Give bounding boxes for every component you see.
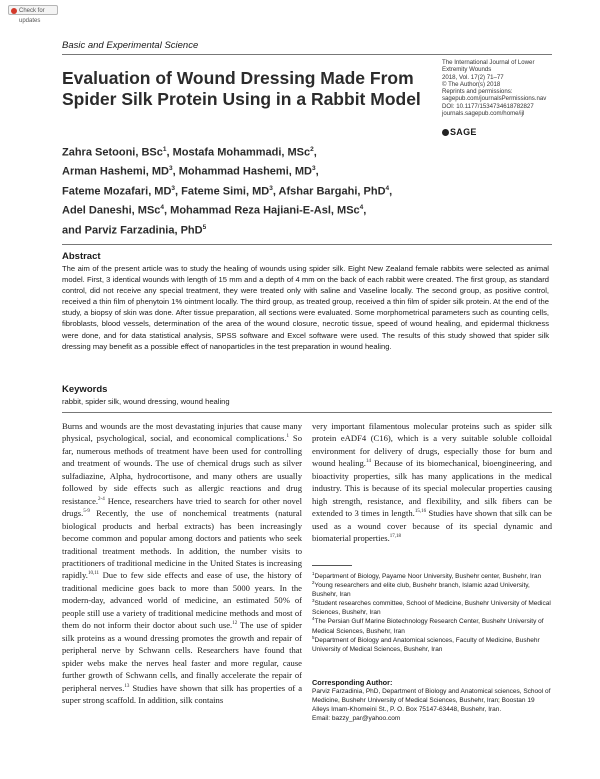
author-name: Fateme Simi, MD: [181, 185, 270, 198]
author-affiliation-mark: 4: [160, 204, 165, 212]
affiliation-note: [312, 617, 552, 635]
author-affiliation-mark: 1: [162, 146, 167, 153]
citation-ref[interactable]: 14: [365, 459, 371, 465]
citation-ref[interactable]: 10,11: [87, 571, 100, 577]
author-line: [62, 200, 442, 219]
author-separator: ,: [389, 185, 393, 198]
affiliation-note: [312, 572, 552, 581]
body-text: Studies have shown that silk can be used as a wound cover because of its special dynamic and biomaterial properties.: [312, 508, 552, 544]
journal-info-line: sagepub.com/journalsPermissions.nav: [442, 95, 547, 103]
sage-logo-icon: [442, 129, 449, 136]
journal-info-line: Extremity Wounds: [442, 66, 492, 74]
footnote-divider: [312, 565, 352, 566]
keywords-heading: Keywords: [62, 384, 108, 395]
affiliation-note: [312, 581, 552, 599]
affiliation-note: [312, 636, 552, 654]
author-separator: ,: [175, 185, 182, 198]
author-separator: ,: [315, 166, 319, 179]
author-separator: ,: [166, 146, 173, 159]
affiliations: [312, 572, 552, 654]
header-divider: [62, 54, 552, 55]
author-name: Mostafa Mohammadi, MSc: [172, 146, 311, 159]
citation-ref[interactable]: 1: [286, 434, 290, 440]
check-for-updates-badge[interactable]: [8, 5, 58, 24]
affiliation-text: Young researchers and elite club, Bushehr branch, Islamic azad University, Bushehr, Iran: [312, 582, 530, 599]
citation-ref[interactable]: 5-9: [83, 509, 90, 515]
author-name: and Parviz Farzadinia, PhD: [62, 224, 203, 237]
author-name: Mohammad Reza Hajiani-E-Asl, MSc: [170, 205, 360, 218]
author-line: [62, 142, 442, 161]
body-text: Studies have shown that silk has properties of a super strong scaffold. In addition, silk contains: [62, 682, 303, 705]
author-separator: ,: [172, 166, 179, 179]
author-affiliation-mark: 3: [269, 184, 273, 192]
corresponding-author: [312, 678, 552, 723]
affiliation-number: 5: [312, 634, 315, 640]
body-text: Burns and wounds are the most devastating injuries that cause many physical, psychological, social, and economical complications.: [62, 421, 302, 444]
author-separator: ,: [363, 205, 367, 218]
author-affiliation-mark: 3: [171, 184, 176, 192]
affiliation-text: The Persian Gulf Marine Biotechnology Research Center, Bushehr University of Medical Sciences, Bushehr, Iran: [312, 618, 544, 635]
author-name: Fateme Mozafari, MD: [62, 185, 172, 198]
body-text: Recently, the use of nonchemical treatments (natural biological products and herbal extracts) has been increasingly become common and popular among doctors and patients who seek traditional treatment methods. In addition, the number visits to practitioners of traditional medicine in the United States is increasing rapidly.: [62, 508, 302, 581]
body-text: Because of its biomechanical, bioengineering, and bioactivity properties, silk has many applications in the medical industry. This is because of its special molecular properties causing high strength, resistance, and flexibility, and silk fibers can be extended to 3 times in length.: [312, 458, 552, 519]
author-affiliation-mark: 3: [311, 165, 316, 173]
affiliation-number: 3: [312, 598, 315, 604]
body-text: So far, numerous methods of treatment have been used for controlling and treatment of wounds. The use of chemical drugs such as silver sulfadiazine, Alpha, hydrocortisone, and many others are usually followed by side effects such as allergic reactions and drug resistance.: [62, 433, 302, 506]
citation-ref[interactable]: 15,16: [414, 509, 427, 515]
author-separator: ,: [313, 146, 317, 159]
affiliation-text: Department of Biology and Anatomical sciences, Faculty of Medicine, Bushehr University of Medical Sciences, Bushehr, Iran: [312, 636, 540, 653]
corresponding-heading: Corresponding Author:: [312, 678, 393, 687]
journal-info-line: 2018, Vol. 17(2) 71–77: [442, 73, 504, 81]
citation-ref[interactable]: 13: [124, 683, 130, 689]
publisher-name: SAGE: [450, 127, 477, 137]
abstract-text: The aim of the present article was to study the healing of wounds using spider silk. Eight New Zealand female rabbits were selected as animal model. First, 3 identical wounds with length of 15 mm and a depth of 4 mm on the back of each rabbit were created. The first group, as standard control, did not receive any special treatment, they were treated only with saline and Vaseline locally. The second group, as positive control, received a thin film of phenytoin 1% ointment locally. The third group, as treated group, received a thin film of spider silk protein. At the end of the study, a biopsy of skin was done. After tissue preparation, all sections were evaluated. Some morphometrical parameters such as counting cells, fibroblasts, blood vessels, determination of the area of the wound closure, necrotic tissue, speed of wound healing, and epidermal thickness were done, and for data statistical analysis, SPSS software and Excel software were used. The results of this study showed that spider silk dressing may benefit as a possible effect of nanoparticles in the test preparation in wound healing.: [62, 264, 549, 351]
citation-ref[interactable]: 12: [232, 621, 238, 627]
journal-info-line: journals.sagepub.com/home/ijl: [442, 110, 525, 118]
journal-info-line: DOI: 10.1177/1534734618782827: [442, 102, 534, 110]
affiliation-number: 4: [312, 616, 315, 622]
author-affiliation-mark: 2: [310, 146, 314, 153]
keywords-divider: [62, 412, 552, 413]
author-affiliation-mark: 4: [359, 204, 364, 212]
author-affiliation-mark: 4: [385, 184, 390, 192]
journal-info: [442, 59, 582, 117]
affiliation-text: Student researches committee, School of Medicine, Bushehr University of Medical Sciences, Bushehr, Iran: [312, 600, 551, 617]
body-text: Due to few side effects and ease of use, the history of traditional medicine goes back to more than 5000 years. In the modern-day, advanced world of medicine, an estimated 50% of people still use a variety of traditional medicine methods and most of them do not inform their doctor about such use.: [62, 570, 302, 631]
citation-ref[interactable]: 17,18: [389, 534, 402, 540]
abstract-heading: Abstract: [62, 251, 101, 262]
affiliation-number: 2: [312, 579, 315, 585]
author-list: [62, 142, 442, 239]
affiliation-text: Department of Biology, Payame Noor University, Bushehr center, Bushehr, Iran: [314, 573, 542, 580]
author-name: Zahra Setooni, BSc: [62, 146, 163, 159]
affiliation-note: [312, 599, 552, 617]
author-separator: ,: [272, 185, 279, 198]
check-for-updates-label: Check for updates: [19, 8, 45, 24]
section-label: Basic and Experimental Science: [62, 40, 199, 51]
body-column-right: [312, 420, 552, 545]
journal-info-line: The International Journal of Lower: [442, 59, 535, 66]
article-title: Evaluation of Wound Dressing Made From Spider Silk Protein Using in a Rabbit Model: [62, 68, 421, 109]
crossmark-icon: [11, 8, 17, 14]
author-line: [62, 161, 442, 180]
journal-info-line: Reprints and permissions:: [442, 88, 513, 96]
author-affiliation-mark: 5: [202, 223, 207, 231]
publisher-logo: [442, 127, 477, 137]
author-name: Mohammad Hashemi, MD: [178, 166, 312, 179]
keywords-text: rabbit, spider silk, wound dressing, wound healing: [62, 397, 230, 406]
author-name: Adel Daneshi, MSc: [62, 205, 161, 218]
author-affiliation-mark: 3: [168, 165, 173, 173]
corresponding-email[interactable]: Email: bazzy_par@yahoo.com: [312, 715, 401, 723]
body-text: The use of spider silk proteins as a wound dressing promotes the growth and repair of peripheral nerve by Schwann cells. Researchers have found that spider webs make the nerves heal faster and more regular, cause further growth of Schwann cells, and finally accelerate the repair of peripheral nerves.: [62, 620, 302, 693]
author-separator: ,: [164, 205, 171, 218]
citation-ref[interactable]: 2-4: [98, 496, 105, 502]
corresponding-text: Parviz Farzadinia, PhD, Department of Biology and Anatomical sciences, School of Medicine, Bushehr University of Medical Sciences, Bushehr, Iran; Boostan 19 Alleys Imam-Khomeini St., P. O. Box 75147-63448, Bushehr, Iran.: [312, 688, 551, 714]
affiliation-number: 1: [312, 570, 315, 576]
author-name: Afshar Bargahi, PhD: [278, 185, 386, 198]
journal-info-line: © The Author(s) 2018: [442, 80, 501, 88]
abstract-divider: [62, 244, 552, 245]
body-text: very important filamentous molecular proteins such as spider silk protein eADF4 (C16), which is a very suitable soluble colloidal environment for delivery of drugs, especially those for burn and wound healing.: [312, 421, 552, 469]
author-line: [62, 220, 442, 239]
body-column-left: [62, 420, 302, 706]
author-line: [62, 181, 442, 200]
body-text: Hence, researchers have tried to search for other novel drugs.: [62, 495, 302, 519]
author-name: Arman Hashemi, MD: [62, 166, 169, 179]
